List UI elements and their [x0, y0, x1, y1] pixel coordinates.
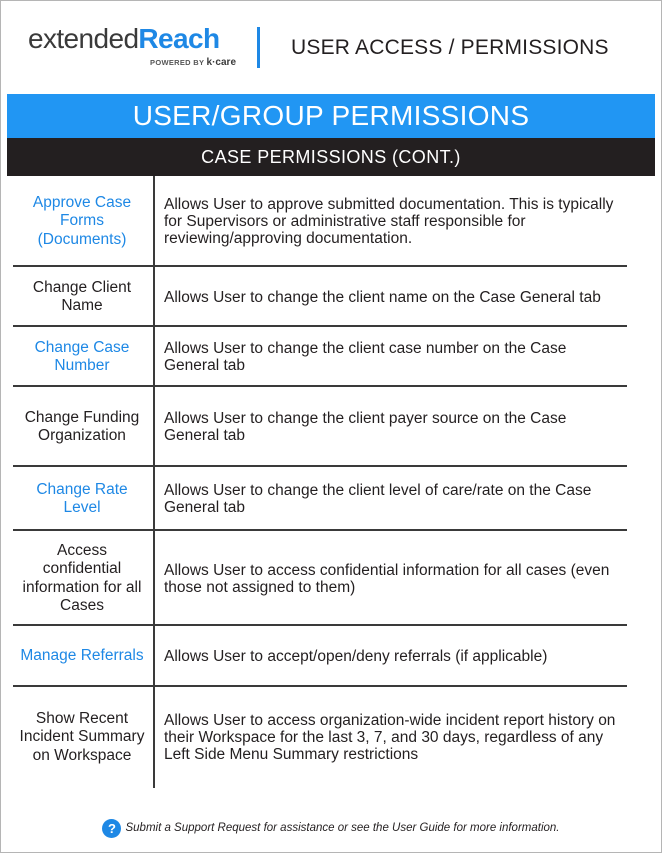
logo-text-light: extended [28, 23, 139, 54]
permission-name-link[interactable]: Approve Case Forms (Documents) [32, 193, 132, 248]
table-row [13, 176, 627, 267]
header-divider [257, 27, 260, 68]
permission-name: Access confidential information for all Cases [22, 541, 142, 614]
header [0, 0, 662, 94]
permission-name-link[interactable]: Change Case Number [34, 338, 130, 374]
permission-description: Allows User to approve submitted documentation. This is typically for Supervisors or administrative staff responsible for reviewing/approving documentation. [164, 196, 614, 247]
logo-powered-by: POWERED BY k·care [150, 57, 236, 68]
permission-description: Allows User to access confidential information for all cases (even those not assigned to them) [164, 561, 610, 596]
permission-description: Allows User to accept/open/deny referrals (if applicable) [164, 648, 548, 665]
table-row [13, 531, 627, 626]
permission-description: Allows User to change the client level of care/rate on the Case General tab [164, 482, 592, 516]
extendedreach-logo [28, 22, 242, 72]
permission-name: Change Funding Organization [24, 408, 140, 444]
section-title: USER ACCESS / PERMISSIONS [291, 36, 609, 59]
table-row [13, 626, 627, 687]
permission-description: Allows User to change the client payer source on the Case General tab [164, 410, 567, 444]
permission-description: Allows User to change the client name on the Case General tab [164, 288, 601, 306]
question-circle-icon[interactable]: ? [102, 819, 121, 838]
permission-name: Show Recent Incident Summary on Workspace [19, 709, 145, 764]
permission-name-link[interactable]: Change Rate Level [36, 480, 128, 516]
table-row [13, 467, 627, 531]
table-row [13, 687, 627, 788]
permission-name-link[interactable]: Manage Referrals [20, 647, 144, 665]
table-row [13, 327, 627, 387]
kcare-logo: k·care [206, 57, 236, 68]
page-subtitle-banner: CASE PERMISSIONS (CONT.) [7, 138, 655, 176]
footer-help-text: Submit a Support Request for assistance or see the User Guide for more information. [125, 822, 560, 834]
permission-name: Change Client Name [32, 278, 132, 314]
permission-description: Allows User to change the client case number on the Case General tab [164, 340, 567, 374]
table-row [13, 387, 627, 467]
permissions-table [13, 176, 627, 788]
footer [0, 817, 662, 839]
logo-text-bold: Reach [138, 23, 220, 54]
permission-description: Allows User to access organization-wide incident report history on their Workspace for the last 3, 7, and 30 days, regardless of any Left Side Menu Summary restrictions [164, 712, 616, 763]
table-row [13, 267, 627, 327]
page-title-banner: USER/GROUP PERMISSIONS [7, 94, 655, 138]
